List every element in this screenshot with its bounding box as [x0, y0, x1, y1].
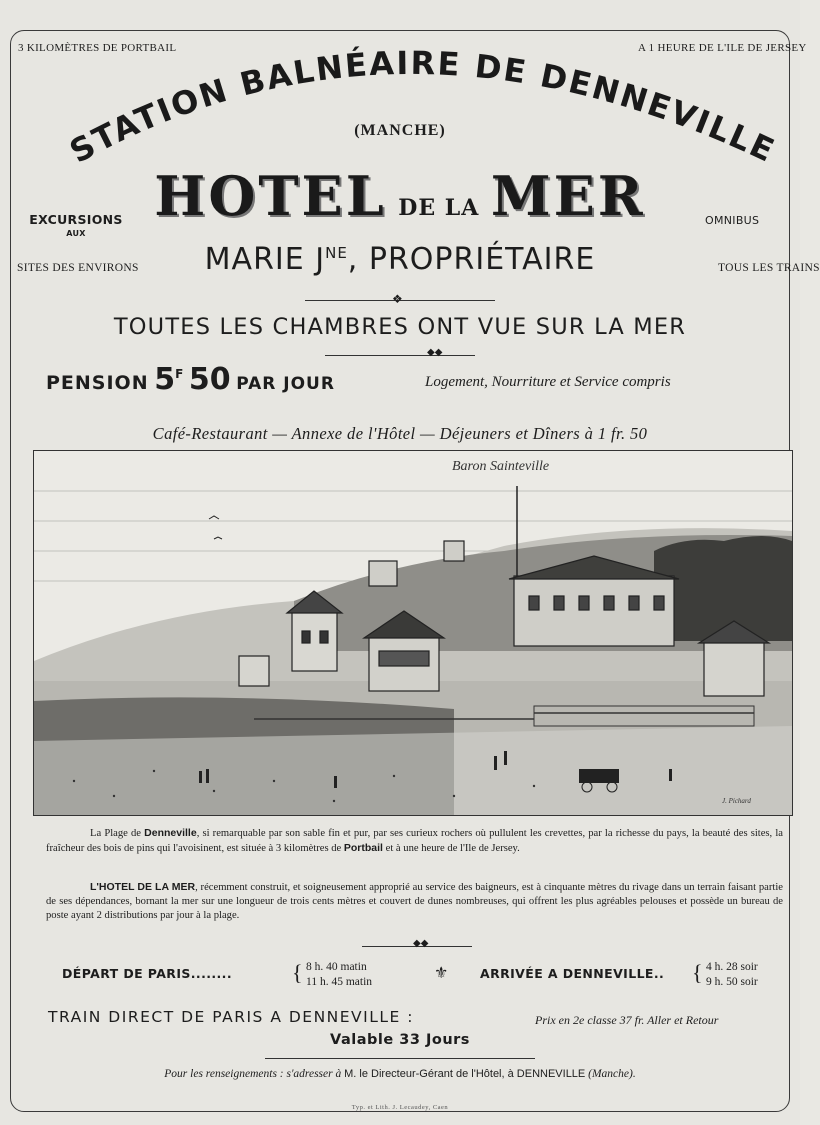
rens-who: M. le Directeur-Gérant de l'Hôtel, à DENNEVILLE	[344, 1068, 586, 1080]
depart-label: DÉPART DE PARIS........	[62, 966, 232, 981]
chambres-line: TOUTES LES CHAMBRES ONT VUE SUR LA MER	[113, 314, 687, 340]
pension-price-sup: F	[175, 367, 184, 381]
ornament-1: ❖	[392, 292, 403, 306]
proprietor-name: MARIE J	[204, 242, 326, 277]
arrivee-time-1: 4 h. 28 soir	[706, 961, 758, 973]
para1-place: Denneville	[144, 827, 197, 839]
para1-intro: La Plage de	[90, 828, 141, 839]
para1-text2: et à une heure de l'Ile de Jersey.	[385, 843, 520, 854]
para2-name: L'HOTEL DE LA MER	[90, 881, 196, 893]
hotel-word-hotel: HOTEL	[154, 164, 387, 228]
paragraph-hotel	[46, 880, 783, 923]
para1-town: Portbail	[343, 842, 383, 854]
pension-price-cents: 50	[188, 362, 231, 397]
depart-time-1: 8 h. 40 matin	[306, 961, 367, 973]
arrivee-times	[706, 960, 758, 990]
para1-text1: , si remarquable par son sable fin et pur, par ses curieux rochers où pullulent les crevettes, par la richesse du pays, la beauté des sites, la fraîcheur des bois de pins qui l'avoisinent, est située à 3 kilomètres de	[46, 828, 783, 854]
pension-price	[46, 362, 335, 397]
divider-4	[265, 1058, 535, 1059]
depart-time-2: 11 h. 45 matin	[306, 976, 373, 988]
rens-lead: Pour les renseignements : s'adresser à	[164, 1068, 342, 1080]
brace-right: {	[692, 960, 703, 985]
proprietor-line	[0, 242, 800, 277]
train-line: TRAIN DIRECT DE PARIS A DENNEVILLE :	[48, 1008, 414, 1026]
ornament-3: ◆◆	[413, 938, 429, 949]
pension-label: PENSION	[46, 372, 149, 394]
illustration-signature: J. Pichard	[722, 797, 751, 805]
side-left-line2: AUX	[66, 229, 86, 238]
station-title	[0, 0, 800, 180]
para2-text: , récemment construit, et soigneusement approprié au service des baigneurs, est à cinquante mètres du rivage dans un terrain faisant partie de ses dépendances, bornant la mer sur une longueur de trois cents mètres et couvert de dunes nombreuses, qui offrent les plus agréables pelouses et possède un bureau de poste ayant 2 distributions par jour à la plage.	[46, 882, 783, 921]
train-valable: Valable 33 Jours	[330, 1032, 470, 1048]
arrivee-label: ARRIVÉE A DENNEVILLE..	[480, 966, 665, 981]
ornament-2: ◆◆	[427, 347, 443, 358]
depart-times	[306, 960, 372, 990]
side-left-line1: EXCURSIONS	[29, 212, 123, 227]
arrivee-time-2: 9 h. 50 soir	[706, 976, 758, 988]
pension-includes: Logement, Nourriture et Service compris	[425, 374, 671, 390]
station-title-text: STATION BALNÉAIRE DE DENNEVILLE	[63, 43, 782, 171]
corner-left-text: 3 KILOMÈTRES DE PORTBAIL	[18, 42, 177, 54]
paragraph-plage	[46, 826, 783, 856]
svg-text:STATION BALNÉAIRE DE DENNEVILL	[63, 44, 781, 171]
brace-left: {	[292, 960, 303, 985]
beach-illustration	[33, 450, 793, 816]
hotel-word-dela: DE LA	[398, 195, 480, 221]
illustration-caption: Baron Sainteville	[452, 459, 550, 474]
proprietor-role: , PROPRIÉTAIRE	[347, 242, 596, 277]
hotel-word-mer: MER	[490, 164, 646, 228]
divider-2	[325, 355, 475, 356]
side-left-block	[26, 212, 126, 238]
region-label: (MANCHE)	[354, 122, 446, 139]
side-right-line1: OMNIBUS	[705, 214, 760, 227]
proprietor-sup: NE	[325, 244, 348, 262]
pension-price-francs: 5	[154, 362, 176, 397]
pension-per: PAR JOUR	[236, 374, 335, 394]
rens-tail: (Manche).	[588, 1068, 636, 1080]
corner-right-text: A 1 HEURE DE L'ILE DE JERSEY	[638, 42, 807, 54]
cafe-line: Café-Restaurant — Annexe de l'Hôtel — Déjeuners et Dîners à 1 fr. 50	[152, 424, 648, 443]
renseignements-line	[0, 1068, 800, 1080]
side-left-line3: SITES DES ENVIRONS	[17, 262, 139, 274]
schedule-ornament: ⚜	[434, 963, 449, 982]
train-prix: Prix en 2e classe 37 fr. Aller et Retour	[535, 1013, 719, 1027]
side-right-line2: TOUS LES TRAINS	[718, 262, 820, 274]
printer-imprint: Typ. et Lith. J. Lecaudey, Caen	[351, 1104, 449, 1111]
beach-illustration-drawing	[34, 451, 792, 815]
